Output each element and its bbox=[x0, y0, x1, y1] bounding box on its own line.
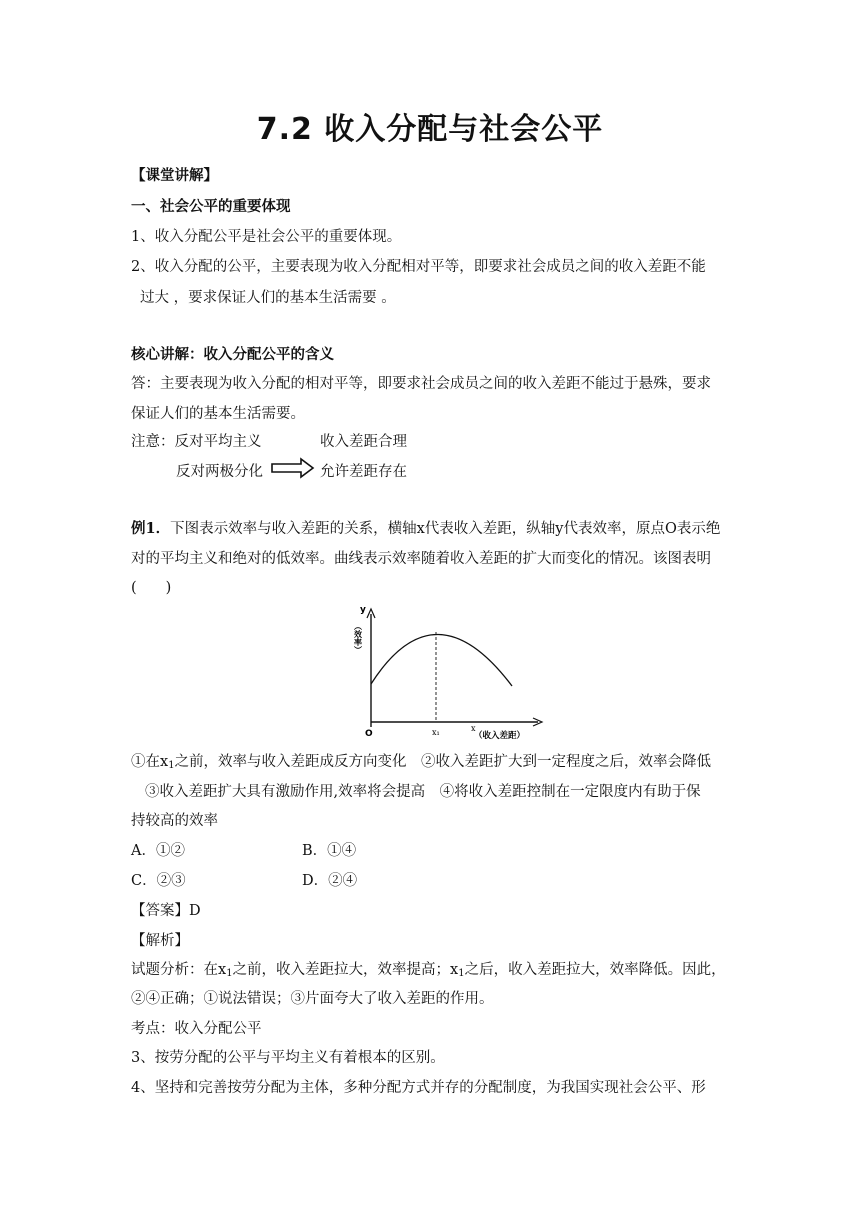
page-title: 7.2 收入分配与社会公平 bbox=[256, 112, 604, 147]
example-line-3: ( ) bbox=[131, 580, 172, 596]
subscript: 1 bbox=[168, 760, 175, 771]
example-line-1 bbox=[131, 519, 720, 539]
option-line-2: ③收入差距扩大具有激励作用,效率将会提高 ④将收入差距控制在一定限度内有助于保 bbox=[145, 784, 701, 800]
paragraph-3: 3、按劳分配的公平与平均主义有着根本的区别。 bbox=[131, 1050, 445, 1066]
analysis-tag: 【解析】 bbox=[131, 933, 189, 949]
note-right-2: 允许差距存在 bbox=[320, 464, 407, 480]
example-text-1: 下图表示效率与收入差距的关系，横轴x代表收入差距，纵轴y代表效率，原点O表示绝 bbox=[170, 521, 721, 537]
origin-label: O bbox=[365, 729, 373, 739]
choice-a: A．①② bbox=[131, 843, 185, 859]
note-left-1: 注意：反对平均主义 bbox=[131, 434, 262, 450]
paragraph-2-line-2: 过大 ，要求保证人们的基本生活需要 。 bbox=[140, 290, 396, 306]
answer-line-2: 保证人们的基本生活需要。 bbox=[131, 406, 305, 422]
efficiency-curve bbox=[371, 634, 512, 686]
kaodian-line: 考点：收入分配公平 bbox=[131, 1021, 262, 1037]
option-1-text-b: 之前，效率与收入差距成反方向变化 ②收入差距扩大到一定程度之后，效率会降低 bbox=[174, 754, 712, 770]
analysis-text-c: 之后，收入差距拉大，效率降低。因此， bbox=[464, 962, 726, 978]
analysis-line-2: ②④正确；①说法错误；③片面夸大了收入差距的作用。 bbox=[131, 991, 494, 1007]
efficiency-income-gap-chart bbox=[353, 604, 545, 744]
answer-line-1: 答：主要表现为收入分配的相对平等，即要求社会成员之间的收入差距不能过于悬殊，要求 bbox=[131, 376, 711, 392]
note-left-2: 反对两极分化 bbox=[176, 464, 263, 480]
choice-d: D．②④ bbox=[302, 873, 358, 889]
y-axis-letter: y bbox=[360, 605, 366, 615]
analysis-text-a: 试题分析：在x bbox=[131, 962, 227, 978]
subscript: 1 bbox=[458, 968, 465, 979]
double-arrow-icon bbox=[271, 458, 315, 478]
core-title: 核心讲解：收入分配公平的含义 bbox=[131, 346, 334, 363]
analysis-text-b: 之前，收入差距拉大，效率提高；x bbox=[232, 962, 459, 978]
section-header: 【课堂讲解】 bbox=[131, 167, 218, 184]
x-axis-label: （收入差距） bbox=[474, 731, 526, 741]
subscript: 1 bbox=[226, 968, 233, 979]
example-line-2: 对的平均主义和绝对的低效率。曲线表示效率随着收入差距的扩大而变化的情况。该图表明 bbox=[131, 551, 711, 567]
note-right-1: 收入差距合理 bbox=[320, 434, 407, 450]
x1-label: x₁ bbox=[432, 728, 440, 737]
option-line-3: 持较高的效率 bbox=[131, 813, 218, 829]
paragraph-2-line-1: 2、收入分配的公平，主要表现为收入分配相对平等，即要求社会成员之间的收入差距不能 bbox=[131, 259, 706, 275]
heading-1: 一、社会公平的重要体现 bbox=[131, 198, 291, 215]
option-1-text-a: ①在x bbox=[131, 754, 169, 770]
analysis-line-1 bbox=[131, 960, 726, 984]
y-axis-label: （效率） bbox=[353, 622, 363, 654]
x-axis-letter: x bbox=[471, 724, 476, 733]
paragraph-4: 4、坚持和完善按劳分配为主体，多种分配方式并存的分配制度，为我国实现社会公平、形 bbox=[131, 1080, 706, 1096]
choice-c: C．②③ bbox=[131, 873, 186, 889]
option-line-1 bbox=[131, 752, 711, 776]
paragraph-1: 1、收入分配公平是社会公平的重要体现。 bbox=[131, 229, 402, 245]
answer-tag: 【答案】D bbox=[131, 903, 201, 919]
choice-b: B．①④ bbox=[302, 843, 357, 859]
example-label: 例1． bbox=[131, 520, 171, 537]
